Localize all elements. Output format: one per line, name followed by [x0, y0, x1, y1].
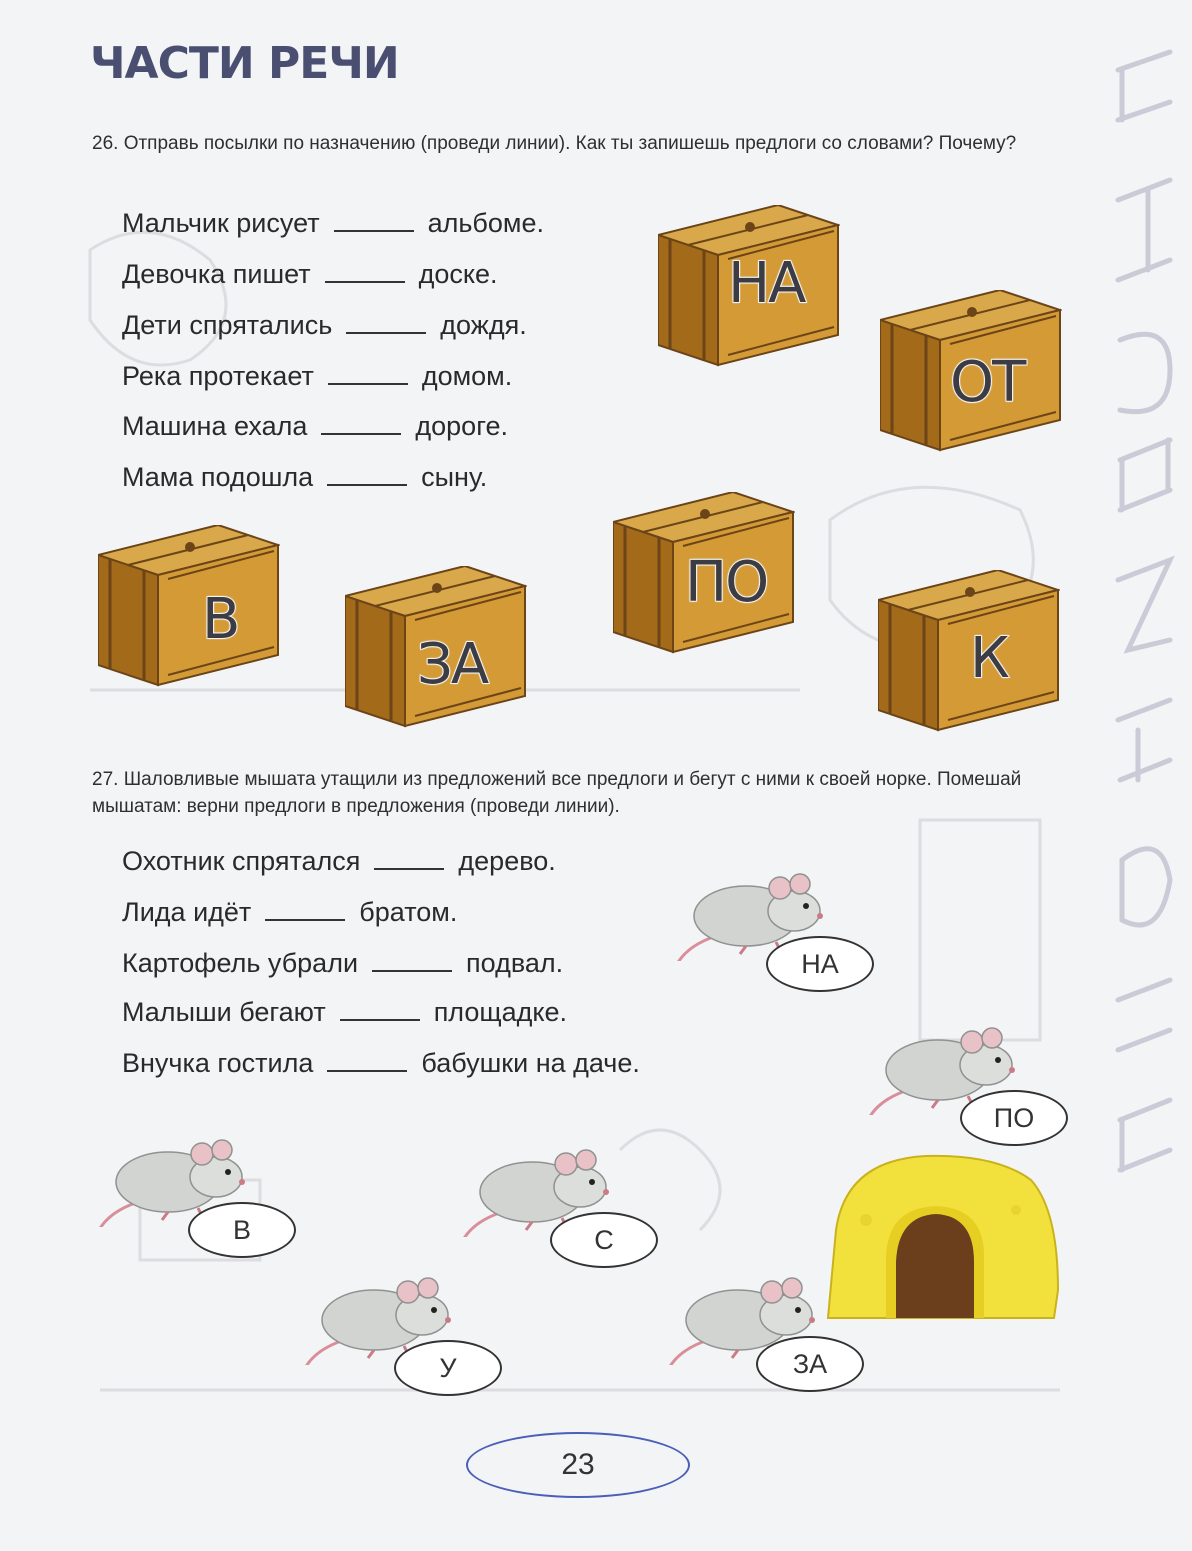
blank-line[interactable]: [374, 864, 444, 870]
task26-sentence-4: [122, 361, 512, 392]
sentence-end: дождя.: [440, 310, 527, 340]
parcel-label: НА: [728, 251, 805, 316]
sentence-end: доске.: [418, 259, 498, 289]
task26-sentence-5: [122, 411, 508, 442]
blank-line[interactable]: [346, 328, 426, 334]
task27-sentence-1: [122, 846, 556, 877]
mouse-hole-icon: [826, 1150, 1062, 1322]
task26-sentence-6: [122, 462, 487, 493]
sentence-end: площадке.: [433, 997, 567, 1027]
side-decorative-lettering: [1108, 40, 1178, 1240]
parcel-label: ПО: [685, 550, 768, 615]
sentence-end: домом.: [421, 361, 513, 391]
parcel-label: В: [202, 587, 239, 652]
sentence-end: альбоме.: [427, 208, 544, 238]
page-title: ЧАСТИ РЕЧИ: [90, 38, 399, 89]
blank-line[interactable]: [321, 429, 401, 435]
sentence-start: Картофель убрали: [122, 948, 359, 978]
parcel-box-v[interactable]: [98, 525, 280, 692]
sentence-end: дерево.: [458, 846, 556, 876]
sentence-start: Машина ехала: [122, 411, 308, 441]
parcel-box-ot[interactable]: [880, 290, 1062, 457]
task26-sentence-2: [122, 259, 498, 290]
sentence-start: Охотник спрятался: [122, 846, 361, 876]
mouse-preposition-v[interactable]: В: [188, 1202, 296, 1258]
mouse-preposition-za[interactable]: ЗА: [756, 1336, 864, 1392]
page-number: 23: [466, 1432, 690, 1498]
parcel-label: ЗА: [417, 632, 488, 697]
crate-icon: [98, 525, 280, 687]
sentence-start: Девочка пишет: [122, 259, 311, 289]
sentence-end: братом.: [359, 897, 458, 927]
sentence-start: Малыши бегают: [122, 997, 326, 1027]
parcel-label: ОТ: [950, 350, 1025, 415]
blank-line[interactable]: [328, 379, 408, 385]
mouse-preposition-u[interactable]: У: [394, 1340, 502, 1396]
mouse-preposition-s[interactable]: С: [550, 1212, 658, 1268]
sentence-start: Внучка гостила: [122, 1048, 314, 1078]
blank-line[interactable]: [340, 1015, 420, 1021]
task26-sentence-3: [122, 310, 527, 341]
sentence-start: Мальчик рисует: [122, 208, 320, 238]
sentence-end: сыну.: [421, 462, 488, 492]
crate-icon: [878, 570, 1060, 732]
parcel-label: К: [970, 626, 1008, 691]
task27-sentence-2: [122, 897, 457, 928]
sentence-end: подвал.: [466, 948, 564, 978]
task27-sentence-3: [122, 948, 563, 979]
blank-line[interactable]: [265, 915, 345, 921]
parcel-box-za[interactable]: [345, 566, 527, 733]
task26-sentence-1: [122, 208, 544, 239]
parcel-box-na[interactable]: [658, 205, 840, 372]
task-26-instructions: 26. Отправь посылки по назначению (проведи линии). Как ты запишешь предлоги со словами? Почему?: [92, 133, 1017, 154]
task-27-instructions: 27. Шаловливые мышата утащили из предложений все предлоги и бегут с ними к своей норке. Помешай мышатам: верни предлоги в предложения (проведи линии).: [92, 769, 1022, 817]
blank-line[interactable]: [327, 480, 407, 486]
parcel-box-po[interactable]: [613, 492, 795, 659]
sentence-start: Лида идёт: [122, 897, 252, 927]
blank-line[interactable]: [334, 226, 414, 232]
sentence-start: Мама подошла: [122, 462, 314, 492]
blank-line[interactable]: [372, 966, 452, 972]
mouse-preposition-na[interactable]: НА: [766, 936, 874, 992]
sentence-start: Дети спрятались: [122, 310, 333, 340]
sentence-end: бабушки на даче.: [421, 1048, 640, 1078]
blank-line[interactable]: [325, 277, 405, 283]
sentence-end: дороге.: [415, 411, 508, 441]
parcel-box-k[interactable]: [878, 570, 1060, 737]
mouse-preposition-po[interactable]: ПО: [960, 1090, 1068, 1146]
blank-line[interactable]: [327, 1066, 407, 1072]
sentence-start: Река протекает: [122, 361, 314, 391]
task27-sentence-4: [122, 997, 567, 1028]
task27-sentence-5: [122, 1048, 640, 1079]
